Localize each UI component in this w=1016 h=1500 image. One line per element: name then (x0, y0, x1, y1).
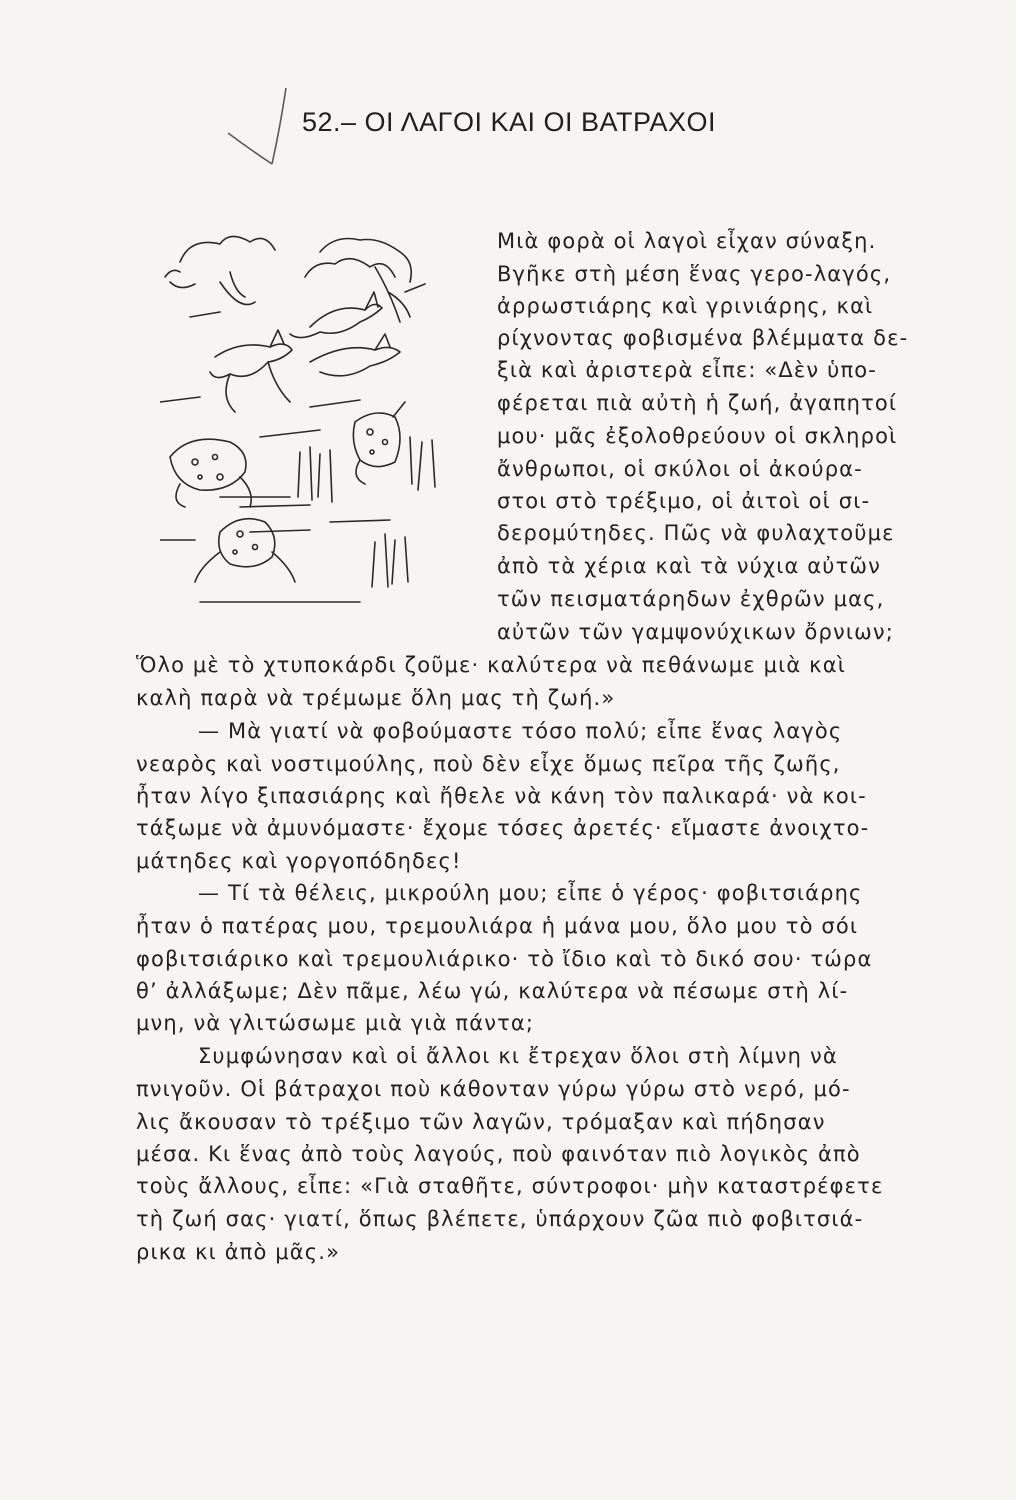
text-line: ἦταν ὁ πατέρας μου, τρεμουλιάρα ἡ μάνα μου, ὅλο μου τὸ σόι (136, 914, 859, 938)
text-line: δερομύτηδες. Πῶς νὰ φυλαχτοῦμε (497, 521, 895, 545)
text-line: Ὅλο μὲ τὸ χτυποκάρδι ζοῦμε· καλύτερα νὰ πεθάνωμε μιὰ καὶ (136, 653, 846, 677)
text-line: ξιὰ καὶ ἀριστερὰ εἶπε: «Δὲν ὑπο- (497, 358, 877, 382)
hares-and-frogs-illustration (160, 222, 470, 614)
text-line: ἀρρωστιάρης καὶ γρινιάρης, καὶ (497, 294, 874, 318)
text-line: φοβιτσιάρικο καὶ τρεμουλιάρικο· τὸ ἴδιο καὶ τὸ δικό σου· τώρα (136, 947, 873, 971)
text-line: νεαρὸς καὶ νοστιμούλης, ποὺ δὲν εἶχε ὅμως πεῖρα τῆς ζωῆς, (136, 752, 841, 776)
text-line: ρικα κι ἀπὸ μᾶς.» (136, 1240, 341, 1264)
text-line: μέσα. Κι ἕνας ἀπὸ τοὺς λαγούς, ποὺ φαινόταν πιὸ λογικὸς ἀπὸ (136, 1142, 861, 1166)
text-line: τὴ ζωή σας· γιατί, ὅπως βλέπετε, ὑπάρχουν ζῶα πιὸ φοβιτσιά- (136, 1207, 864, 1231)
text-line: καλὴ παρὰ νὰ τρέμωμε ὅλη μας τὴ ζωή.» (136, 686, 616, 710)
text-line: ἄνθρωποι, οἱ σκύλοι οἱ ἀκούρα- (497, 457, 863, 481)
text-line: μνη, νὰ γλιτώσωμε μιὰ γιὰ πάντα; (136, 1011, 535, 1035)
text-line: αὐτῶν τῶν γαμψονύχικων ὄρνιων; (497, 620, 894, 644)
text-line: πνιγοῦν. Οἱ βάτραχοι ποὺ κάθονταν γύρω γύρω στὸ νερό, μό- (136, 1077, 851, 1101)
text-line: ρίχνοντας φοβισμένα βλέμματα δε- (497, 326, 909, 350)
text-line: Βγῆκε στὴ μέση ἕνας γερο-λαγός, (497, 262, 892, 286)
text-line: Συμφώνησαν καὶ οἱ ἄλλοι κι ἔτρεχαν ὅλοι στὴ λίμνη νὰ (198, 1044, 838, 1068)
text-line: λις ἄκουσαν τὸ τρέξιμο τῶν λαγῶν, τρόμαξαν καὶ πήδησαν (136, 1110, 826, 1134)
text-line: τάξωμε νὰ ἀμυνόμαστε· ἔχομε τόσες ἀρετές· εἴμαστε ἀνοιχτο- (136, 816, 870, 840)
page-title: 52.– ΟΙ ΛΑΓΟΙ ΚΑΙ ΟΙ ΒΑΤΡΑΧΟΙ (302, 107, 717, 137)
text-line: θ’ ἀλλάξωμε; Δὲν πᾶμε, λέω γώ, καλύτερα νὰ πέσωμε στὴ λί- (136, 979, 849, 1003)
pencil-checkmark-mark (228, 88, 298, 188)
text-line: ἦταν λίγο ξιπασιάρης καὶ ἤθελε νὰ κάνη τὸν παλικαρά· νὰ κοι- (136, 784, 867, 808)
text-line: — Τί τὰ θέλεις, μικρούλη μου; εἶπε ὁ γέρος· φοβιτσιάρης (198, 881, 863, 905)
text-line: τοὺς ἄλλους, εἶπε: «Γιὰ σταθῆτε, σύντροφοι· μὴν καταστρέφετε (136, 1174, 884, 1198)
text-line: τῶν πεισματάρηδων ἐχθρῶν μας, (497, 587, 885, 611)
text-line: ἀπὸ τὰ χέρια καὶ τὰ νύχια αὐτῶν (497, 554, 882, 578)
text-line: μου· μᾶς ἐξολοθρεύουν οἱ σκληροὶ (497, 424, 898, 448)
text-line: μάτηδες καὶ γοργοπόδηδες! (136, 849, 462, 873)
text-line: Μιὰ φορὰ οἱ λαγοὶ εἶχαν σύναξη. (497, 229, 877, 253)
text-line: στοι στὸ τρέξιμο, οἱ ἀιτοὶ οἱ σι- (497, 489, 871, 513)
text-line: — Μὰ γιατί νὰ φοβούμαστε τόσο πολύ; εἶπε ἕνας λαγὸς (198, 719, 843, 743)
text-line: φέρεται πιὰ αὐτὴ ἡ ζωή, ἀγαπητοί (497, 391, 898, 415)
